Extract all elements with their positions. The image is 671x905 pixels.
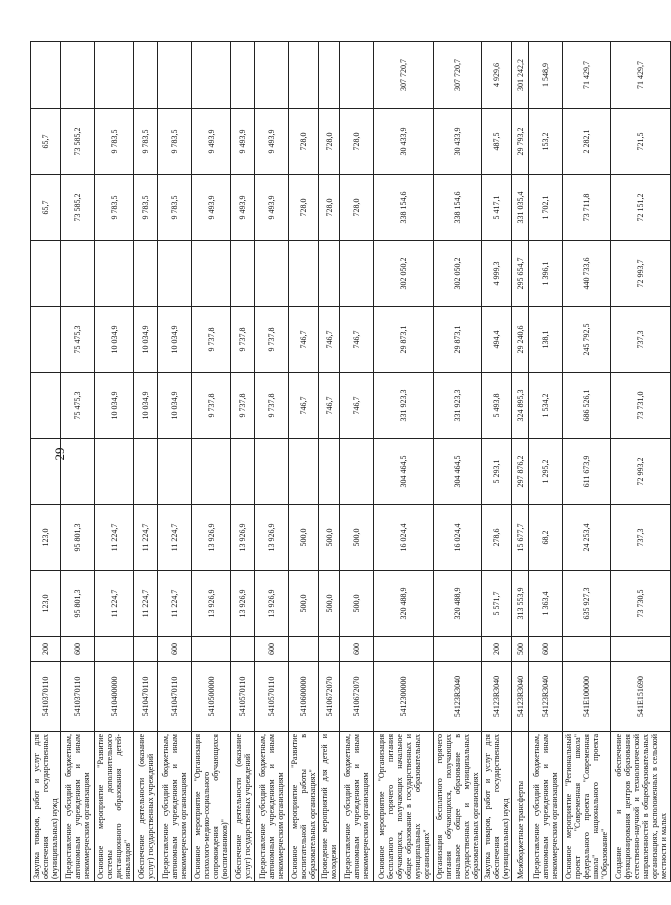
- table-row: [134, 42, 158, 882]
- amount-cell-v6: [289, 241, 319, 307]
- amount-cell-v5: 746,7: [289, 307, 319, 373]
- expense-type-cell: [563, 637, 611, 662]
- row-name-cell: Межбюджетные трансферты: [512, 732, 529, 882]
- expense-type-cell: [134, 637, 158, 662]
- budget-table-sheet: [30, 42, 668, 882]
- amount-cell-v7: 9 783,5: [95, 175, 134, 241]
- amount-cell-v8: 9 783,5: [95, 109, 134, 175]
- amount-cell-v5: 494,4: [482, 307, 512, 373]
- amount-cell-v8: 487,5: [482, 109, 512, 175]
- amount-cell-v7: 338 154,6: [434, 175, 482, 241]
- amount-cell-v7: 9 493,9: [255, 175, 289, 241]
- amount-cell-v5: [31, 307, 61, 373]
- target-code-cell: 5410600000: [289, 662, 319, 732]
- amount-cell-v8: 728,0: [319, 109, 340, 175]
- table-row: [95, 42, 134, 882]
- amount-cell-v7: 338 154,6: [374, 175, 434, 241]
- amount-cell-v3: [289, 439, 319, 505]
- amount-cell-v6: 302 050,2: [434, 241, 482, 307]
- amount-cell-v2: 13 926,9: [192, 505, 231, 571]
- amount-cell-v5: 9 737,8: [255, 307, 289, 373]
- amount-cell-v7: 9 493,9: [231, 175, 255, 241]
- amount-cell-v4: 324 895,3: [512, 373, 529, 439]
- table-row: [192, 42, 231, 882]
- amount-cell-v9: [255, 42, 289, 109]
- amount-cell-v3: [255, 439, 289, 505]
- table-body: [31, 42, 671, 882]
- amount-cell-v2: 16 024,4: [434, 505, 482, 571]
- amount-cell-v7: 728,0: [289, 175, 319, 241]
- expense-type-cell: [231, 637, 255, 662]
- amount-cell-v4: 10 034,9: [134, 373, 158, 439]
- target-code-cell: 5410672070: [319, 662, 340, 732]
- amount-cell-v3: 304 464,5: [374, 439, 434, 505]
- amount-cell-v9: [340, 42, 374, 109]
- amount-cell-v4: 9 737,8: [231, 373, 255, 439]
- amount-cell-v2: 737,3: [611, 505, 671, 571]
- amount-cell-v4: 9 737,8: [192, 373, 231, 439]
- amount-cell-v5: 746,7: [340, 307, 374, 373]
- amount-cell-v3: [95, 439, 134, 505]
- amount-cell-v9: 71 429,7: [563, 42, 611, 109]
- amount-cell-v5: 29 873,1: [374, 307, 434, 373]
- amount-cell-v4: 746,7: [289, 373, 319, 439]
- amount-cell-v1: 123,0: [31, 571, 61, 637]
- target-code-cell: 5410370110: [61, 662, 95, 732]
- amount-cell-v5: 746,7: [319, 307, 340, 373]
- amount-cell-v6: 295 654,7: [512, 241, 529, 307]
- amount-cell-v6: 302 050,2: [374, 241, 434, 307]
- amount-cell-v6: [319, 241, 340, 307]
- expense-type-cell: 600: [61, 637, 95, 662]
- amount-cell-v1: 13 926,9: [192, 571, 231, 637]
- row-name-cell: Основное мероприятие "Организация бесплатного горячего питания обучающихся, получающих начальное общее образование в государственных и муниципальных образовательных организациях": [374, 732, 434, 882]
- amount-cell-v2: 278,6: [482, 505, 512, 571]
- amount-cell-v5: 29 240,6: [512, 307, 529, 373]
- table-row: [611, 42, 671, 882]
- amount-cell-v7: 9 493,9: [192, 175, 231, 241]
- amount-cell-v1: 11 224,7: [95, 571, 134, 637]
- table-row: [512, 42, 529, 882]
- amount-cell-v7: 9 783,5: [158, 175, 192, 241]
- amount-cell-v4: [31, 373, 61, 439]
- amount-cell-v4: 73 731,0: [611, 373, 671, 439]
- expense-type-cell: [319, 637, 340, 662]
- amount-cell-v6: 440 733,6: [563, 241, 611, 307]
- amount-cell-v7: 1 702,1: [529, 175, 563, 241]
- amount-cell-v2: 16 024,4: [374, 505, 434, 571]
- table-row: [482, 42, 512, 882]
- amount-cell-v9: 307 720,7: [434, 42, 482, 109]
- amount-cell-v3: [340, 439, 374, 505]
- amount-cell-v1: 320 488,9: [374, 571, 434, 637]
- expense-type-cell: 600: [255, 637, 289, 662]
- amount-cell-v4: 686 526,1: [563, 373, 611, 439]
- amount-cell-v9: [231, 42, 255, 109]
- amount-cell-v5: 10 034,9: [95, 307, 134, 373]
- amount-cell-v2: 24 253,4: [563, 505, 611, 571]
- row-name-cell: Организация бесплатного горячего питания обучающихся, получающих начальное общее образование в государственных и муниципальных образовательных организациях: [434, 732, 482, 882]
- amount-cell-v9: [134, 42, 158, 109]
- amount-cell-v3: [319, 439, 340, 505]
- amount-cell-v2: 11 224,7: [95, 505, 134, 571]
- amount-cell-v4: 5 493,8: [482, 373, 512, 439]
- row-name-cell: Предоставление субсидий бюджетным, автономным учреждениям и иным некоммерческим организациям: [158, 732, 192, 882]
- row-name-cell: Обеспечение деятельности (оказание услуг) государственных учреждений: [231, 732, 255, 882]
- amount-cell-v4: 331 923,3: [374, 373, 434, 439]
- expense-type-cell: [611, 637, 671, 662]
- amount-cell-v6: [340, 241, 374, 307]
- amount-cell-v8: 30 433,9: [434, 109, 482, 175]
- table-row: [158, 42, 192, 882]
- amount-cell-v6: 72 993,7: [611, 241, 671, 307]
- amount-cell-v1: 13 926,9: [255, 571, 289, 637]
- amount-cell-v9: [319, 42, 340, 109]
- table-row: [289, 42, 319, 882]
- table-row: [434, 42, 482, 882]
- row-name-cell: Предоставление субсидий бюджетным, автономным учреждениям и иным некоммерческим организациям: [529, 732, 563, 882]
- amount-cell-v7: 728,0: [340, 175, 374, 241]
- target-code-cell: 5410470110: [134, 662, 158, 732]
- amount-cell-v6: [158, 241, 192, 307]
- amount-cell-v1: 313 553,9: [512, 571, 529, 637]
- amount-cell-v5: 737,3: [611, 307, 671, 373]
- amount-cell-v5: 75 475,3: [61, 307, 95, 373]
- expense-type-cell: [374, 637, 434, 662]
- amount-cell-v3: 611 673,9: [563, 439, 611, 505]
- amount-cell-v8: 2 282,1: [563, 109, 611, 175]
- amount-cell-v4: 331 923,3: [434, 373, 482, 439]
- amount-cell-v6: [255, 241, 289, 307]
- amount-cell-v8: 153,2: [529, 109, 563, 175]
- amount-cell-v3: [61, 439, 95, 505]
- amount-cell-v3: [192, 439, 231, 505]
- amount-cell-v1: 13 926,9: [231, 571, 255, 637]
- amount-cell-v1: 320 488,9: [434, 571, 482, 637]
- expense-type-cell: 500: [512, 637, 529, 662]
- amount-cell-v6: [31, 241, 61, 307]
- row-name-cell: Проведение мероприятий для детей и молодежи: [319, 732, 340, 882]
- amount-cell-v2: 500,0: [319, 505, 340, 571]
- amount-cell-v6: [231, 241, 255, 307]
- table-row: [374, 42, 434, 882]
- amount-cell-v8: 73 585,2: [61, 109, 95, 175]
- amount-cell-v4: 9 737,8: [255, 373, 289, 439]
- amount-cell-v8: 9 783,5: [134, 109, 158, 175]
- table-row: [340, 42, 374, 882]
- amount-cell-v3: 297 876,2: [512, 439, 529, 505]
- amount-cell-v7: 728,0: [319, 175, 340, 241]
- expense-type-cell: [289, 637, 319, 662]
- table-row: [255, 42, 289, 882]
- amount-cell-v2: 68,2: [529, 505, 563, 571]
- amount-cell-v8: 30 433,9: [374, 109, 434, 175]
- expense-type-cell: 200: [31, 637, 61, 662]
- amount-cell-v3: [134, 439, 158, 505]
- amount-cell-v5: 9 737,8: [192, 307, 231, 373]
- amount-cell-v7: 5 417,1: [482, 175, 512, 241]
- target-code-cell: 541E151690: [611, 662, 671, 732]
- amount-cell-v7: 9 783,5: [134, 175, 158, 241]
- amount-cell-v9: [158, 42, 192, 109]
- amount-cell-v9: 4 929,6: [482, 42, 512, 109]
- amount-cell-v1: 635 927,3: [563, 571, 611, 637]
- amount-cell-v7: 73 711,8: [563, 175, 611, 241]
- amount-cell-v8: 29 793,2: [512, 109, 529, 175]
- amount-cell-v1: 500,0: [340, 571, 374, 637]
- amount-cell-v2: 15 677,7: [512, 505, 529, 571]
- amount-cell-v4: 75 475,3: [61, 373, 95, 439]
- target-code-cell: 5410570110: [255, 662, 289, 732]
- target-code-cell: 5410400000: [95, 662, 134, 732]
- amount-cell-v9: [31, 42, 61, 109]
- target-code-cell: 5410370110: [31, 662, 61, 732]
- amount-cell-v9: [289, 42, 319, 109]
- row-name-cell: Основное мероприятие "Развитие воспитательной работы в образовательных организациях": [289, 732, 319, 882]
- amount-cell-v1: 73 730,5: [611, 571, 671, 637]
- amount-cell-v8: 728,0: [289, 109, 319, 175]
- row-name-cell: Предоставление субсидий бюджетным, автономным учреждениям и иным некоммерческим организациям: [255, 732, 289, 882]
- amount-cell-v5: 29 873,1: [434, 307, 482, 373]
- amount-cell-v1: 1 363,4: [529, 571, 563, 637]
- row-name-cell: Закупка товаров, работ и услуг для обеспечения государственных (муниципальных) нужд: [31, 732, 61, 882]
- row-name-cell: Основное мероприятие "Развитие системы дополнительного дистанционного образования детей-инвалидов": [95, 732, 134, 882]
- amount-cell-v1: 500,0: [319, 571, 340, 637]
- amount-cell-v3: 1 295,2: [529, 439, 563, 505]
- target-code-cell: 54123R3040: [434, 662, 482, 732]
- amount-cell-v8: 721,5: [611, 109, 671, 175]
- amount-cell-v5: 138,1: [529, 307, 563, 373]
- amount-cell-v2: 95 801,3: [61, 505, 95, 571]
- target-code-cell: 54123R3040: [529, 662, 563, 732]
- amount-cell-v2: 500,0: [289, 505, 319, 571]
- amount-cell-v5: 245 792,5: [563, 307, 611, 373]
- row-name-cell: Основное мероприятие "Региональный проект "Современная школа" федерального проекта "Современная школа" национального проекта "Образование": [563, 732, 611, 882]
- amount-cell-v2: 500,0: [340, 505, 374, 571]
- page-number: 29: [52, 447, 67, 461]
- amount-cell-v5: 9 737,8: [231, 307, 255, 373]
- amount-cell-v3: 5 293,1: [482, 439, 512, 505]
- amount-cell-v7: 73 585,2: [61, 175, 95, 241]
- amount-cell-v4: 10 034,9: [95, 373, 134, 439]
- table-row: [61, 42, 95, 882]
- amount-cell-v5: 10 034,9: [134, 307, 158, 373]
- amount-cell-v9: 307 720,7: [374, 42, 434, 109]
- amount-cell-v9: 301 242,2: [512, 42, 529, 109]
- table-row: [31, 42, 61, 882]
- amount-cell-v6: [192, 241, 231, 307]
- target-code-cell: 5410470110: [158, 662, 192, 732]
- row-name-cell: Предоставление субсидий бюджетным, автономным учреждениям и иным некоммерческим организациям: [340, 732, 374, 882]
- amount-cell-v8: 9 783,5: [158, 109, 192, 175]
- target-code-cell: 5410672070: [340, 662, 374, 732]
- target-code-cell: 5412300000: [374, 662, 434, 732]
- expense-type-cell: 600: [529, 637, 563, 662]
- amount-cell-v1: 95 801,3: [61, 571, 95, 637]
- table-row: [563, 42, 611, 882]
- amount-cell-v2: 123,0: [31, 505, 61, 571]
- amount-cell-v4: 746,7: [340, 373, 374, 439]
- target-code-cell: 5410500000: [192, 662, 231, 732]
- amount-cell-v6: [95, 241, 134, 307]
- expense-type-cell: [434, 637, 482, 662]
- amount-cell-v2: 13 926,9: [231, 505, 255, 571]
- expense-type-cell: [192, 637, 231, 662]
- amount-cell-v2: 11 224,7: [134, 505, 158, 571]
- amount-cell-v8: 65,7: [31, 109, 61, 175]
- amount-cell-v4: 10 034,9: [158, 373, 192, 439]
- budget-table: [30, 41, 671, 882]
- amount-cell-v2: 11 224,7: [158, 505, 192, 571]
- amount-cell-v4: 1 534,2: [529, 373, 563, 439]
- row-name-cell: Предоставление субсидий бюджетным, автономным учреждениям и иным некоммерческим организациям: [61, 732, 95, 882]
- expense-type-cell: 200: [482, 637, 512, 662]
- amount-cell-v1: 11 224,7: [134, 571, 158, 637]
- amount-cell-v3: [231, 439, 255, 505]
- amount-cell-v8: 9 493,9: [192, 109, 231, 175]
- table-row: [231, 42, 255, 882]
- amount-cell-v7: 65,7: [31, 175, 61, 241]
- amount-cell-v7: 331 035,4: [512, 175, 529, 241]
- table-row: [529, 42, 563, 882]
- amount-cell-v7: 72 151,2: [611, 175, 671, 241]
- amount-cell-v9: [61, 42, 95, 109]
- expense-type-cell: 600: [158, 637, 192, 662]
- expense-type-cell: 600: [340, 637, 374, 662]
- amount-cell-v6: 1 396,1: [529, 241, 563, 307]
- amount-cell-v3: 304 464,5: [434, 439, 482, 505]
- amount-cell-v1: 5 571,7: [482, 571, 512, 637]
- row-name-cell: Обеспечение деятельности (оказание услуг) государственных учреждений: [134, 732, 158, 882]
- amount-cell-v9: 71 429,7: [611, 42, 671, 109]
- amount-cell-v3: [158, 439, 192, 505]
- row-name-cell: Основное мероприятие "Организация психолого-медико-социального сопровождения обучающихся (воспитанников)": [192, 732, 231, 882]
- amount-cell-v1: 500,0: [289, 571, 319, 637]
- target-code-cell: 54123R3040: [482, 662, 512, 732]
- amount-cell-v9: [95, 42, 134, 109]
- amount-cell-v8: 9 493,9: [255, 109, 289, 175]
- amount-cell-v8: 9 493,9: [231, 109, 255, 175]
- target-code-cell: 541E100000: [563, 662, 611, 732]
- amount-cell-v1: 11 224,7: [158, 571, 192, 637]
- amount-cell-v4: 746,7: [319, 373, 340, 439]
- target-code-cell: 54123R3040: [512, 662, 529, 732]
- expense-type-cell: [95, 637, 134, 662]
- amount-cell-v6: [61, 241, 95, 307]
- amount-cell-v6: 4 999,3: [482, 241, 512, 307]
- amount-cell-v8: 728,0: [340, 109, 374, 175]
- amount-cell-v9: [192, 42, 231, 109]
- row-name-cell: Закупка товаров, работ и услуг для обеспечения государственных (муниципальных) нужд: [482, 732, 512, 882]
- amount-cell-v2: 13 926,9: [255, 505, 289, 571]
- table-row: [319, 42, 340, 882]
- amount-cell-v5: 10 034,9: [158, 307, 192, 373]
- amount-cell-v3: 72 993,2: [611, 439, 671, 505]
- target-code-cell: 5410570110: [231, 662, 255, 732]
- row-name-cell: Создание и обеспечение функционирования центров образования естественно-научной и технологической направленностей в общеобразовательных организациях, расположенных в сельской местности и малых: [611, 732, 671, 882]
- amount-cell-v9: 1 548,9: [529, 42, 563, 109]
- amount-cell-v6: [134, 241, 158, 307]
- amount-cell-v3: [31, 439, 61, 505]
